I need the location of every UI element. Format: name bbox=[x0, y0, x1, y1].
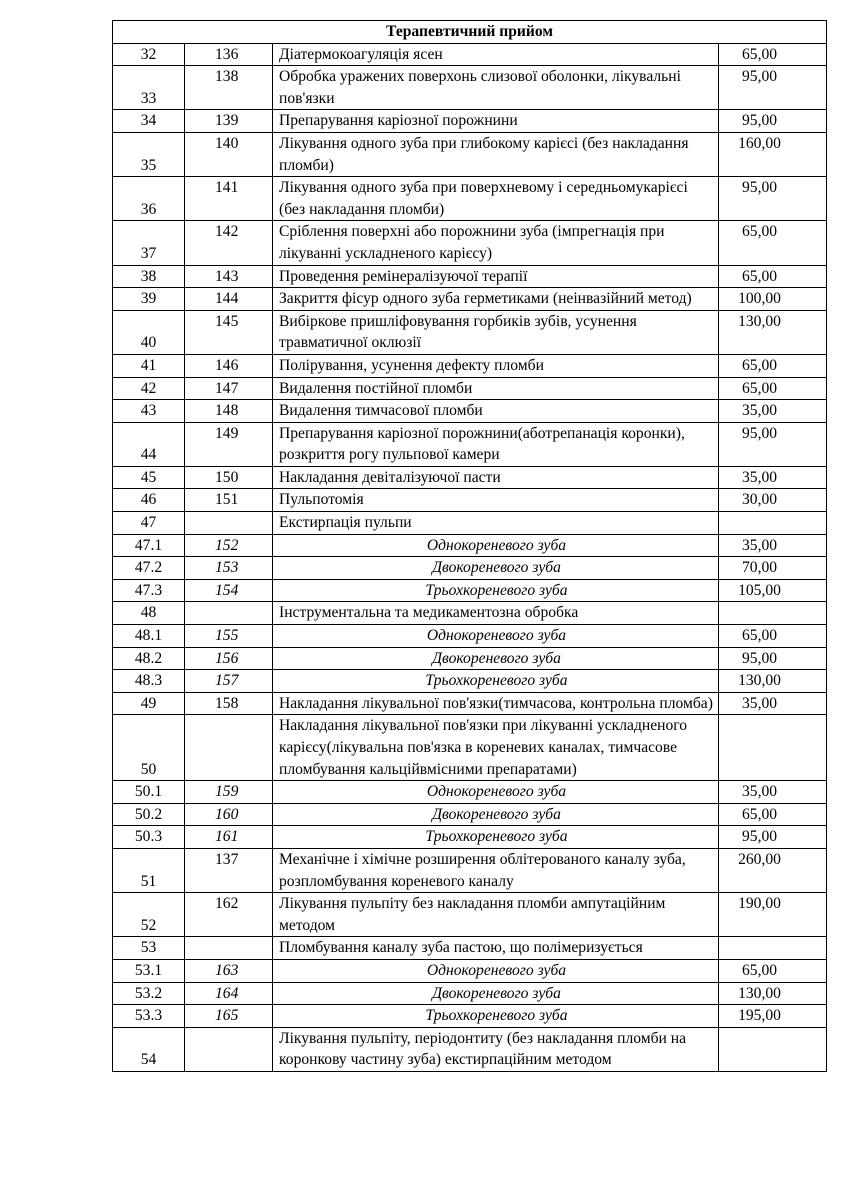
service-name: Пульпотомія bbox=[273, 489, 719, 512]
service-name: Препарування каріозної порожнини bbox=[273, 110, 719, 133]
service-price: 160,00 bbox=[719, 132, 827, 176]
service-name: Лікування одного зуба при глибокому карієсі (без накладання пломби) bbox=[273, 132, 719, 176]
table-row bbox=[113, 982, 827, 1005]
table-row bbox=[113, 377, 827, 400]
service-name: Однокореневого зуба bbox=[273, 534, 719, 557]
service-code: 137 bbox=[185, 848, 273, 892]
service-code: 145 bbox=[185, 310, 273, 354]
row-number: 48.2 bbox=[113, 647, 185, 670]
table-row bbox=[113, 265, 827, 288]
service-code: 151 bbox=[185, 489, 273, 512]
service-code: 147 bbox=[185, 377, 273, 400]
row-number: 42 bbox=[113, 377, 185, 400]
row-number: 50 bbox=[113, 715, 185, 781]
table-row bbox=[113, 625, 827, 648]
service-code: 159 bbox=[185, 781, 273, 804]
table-row bbox=[113, 781, 827, 804]
table-row bbox=[113, 893, 827, 937]
table-row bbox=[113, 132, 827, 176]
service-code: 163 bbox=[185, 959, 273, 982]
service-price: 30,00 bbox=[719, 489, 827, 512]
table-row bbox=[113, 534, 827, 557]
table-row bbox=[113, 557, 827, 580]
service-name: Трьохкореневого зуба bbox=[273, 1005, 719, 1028]
service-code: 157 bbox=[185, 670, 273, 693]
service-code: 164 bbox=[185, 982, 273, 1005]
row-number: 53.2 bbox=[113, 982, 185, 1005]
service-name: Трьохкореневого зуба bbox=[273, 826, 719, 849]
service-code bbox=[185, 937, 273, 960]
row-number: 47 bbox=[113, 512, 185, 535]
row-number: 41 bbox=[113, 354, 185, 377]
service-code: 148 bbox=[185, 400, 273, 423]
service-price: 190,00 bbox=[719, 893, 827, 937]
service-price bbox=[719, 1027, 827, 1071]
row-number: 53.1 bbox=[113, 959, 185, 982]
table-row bbox=[113, 110, 827, 133]
service-name: Пломбування каналу зуба пастою, що полімеризується bbox=[273, 937, 719, 960]
service-code: 162 bbox=[185, 893, 273, 937]
service-code: 156 bbox=[185, 647, 273, 670]
table-row bbox=[113, 937, 827, 960]
service-code: 141 bbox=[185, 177, 273, 221]
row-number: 52 bbox=[113, 893, 185, 937]
table-row bbox=[113, 848, 827, 892]
service-name: Накладання девіталізуючої пасти bbox=[273, 466, 719, 489]
row-number: 43 bbox=[113, 400, 185, 423]
table-body bbox=[113, 43, 827, 1071]
service-name: Лікування одного зуба при поверхневому і середньомукарієсі (без накладання пломби) bbox=[273, 177, 719, 221]
service-price: 65,00 bbox=[719, 221, 827, 265]
service-name: Двокореневого зуба bbox=[273, 557, 719, 580]
row-number: 45 bbox=[113, 466, 185, 489]
row-number: 50.3 bbox=[113, 826, 185, 849]
service-code: 155 bbox=[185, 625, 273, 648]
service-price: 65,00 bbox=[719, 959, 827, 982]
service-code: 138 bbox=[185, 66, 273, 110]
service-code: 136 bbox=[185, 43, 273, 66]
section-title: Терапевтичний прийом bbox=[113, 21, 827, 44]
table-row bbox=[113, 422, 827, 466]
table-row bbox=[113, 959, 827, 982]
row-number: 37 bbox=[113, 221, 185, 265]
service-name: Препарування каріозної порожнини(аботрепанація коронки), розкриття рогу пульпової камери bbox=[273, 422, 719, 466]
table-row bbox=[113, 512, 827, 535]
service-price: 65,00 bbox=[719, 265, 827, 288]
price-list-table bbox=[112, 20, 827, 1072]
service-code: 143 bbox=[185, 265, 273, 288]
service-name: Механічне і хімічне розширення облітерованого каналу зуба, розпломбування кореневого каналу bbox=[273, 848, 719, 892]
service-name: Полірування, усунення дефекту пломби bbox=[273, 354, 719, 377]
service-code: 140 bbox=[185, 132, 273, 176]
service-price: 35,00 bbox=[719, 400, 827, 423]
table-row bbox=[113, 579, 827, 602]
service-name: Трьохкореневого зуба bbox=[273, 670, 719, 693]
service-code bbox=[185, 715, 273, 781]
service-price: 65,00 bbox=[719, 377, 827, 400]
service-name: Екстирпація пульпи bbox=[273, 512, 719, 535]
service-name: Проведення ремінералізуючої терапії bbox=[273, 265, 719, 288]
row-number: 47.2 bbox=[113, 557, 185, 580]
row-number: 53 bbox=[113, 937, 185, 960]
service-price: 70,00 bbox=[719, 557, 827, 580]
service-price: 260,00 bbox=[719, 848, 827, 892]
table-row bbox=[113, 400, 827, 423]
service-price: 95,00 bbox=[719, 177, 827, 221]
service-code: 161 bbox=[185, 826, 273, 849]
row-number: 50.2 bbox=[113, 803, 185, 826]
service-name: Закриття фісур одного зуба герметиками (неінвазійний метод) bbox=[273, 288, 719, 311]
service-code bbox=[185, 602, 273, 625]
service-name: Видалення тимчасової пломби bbox=[273, 400, 719, 423]
row-number: 44 bbox=[113, 422, 185, 466]
row-number: 54 bbox=[113, 1027, 185, 1071]
service-name: Лікування пульпіту, періодонтиту (без накладання пломби на коронкову частину зуба) екстирпаційним методом bbox=[273, 1027, 719, 1071]
row-number: 33 bbox=[113, 66, 185, 110]
service-code: 158 bbox=[185, 692, 273, 715]
service-code: 150 bbox=[185, 466, 273, 489]
service-name: Двокореневого зуба bbox=[273, 647, 719, 670]
service-price: 130,00 bbox=[719, 310, 827, 354]
table-row bbox=[113, 715, 827, 781]
row-number: 40 bbox=[113, 310, 185, 354]
service-price: 130,00 bbox=[719, 982, 827, 1005]
table-row bbox=[113, 803, 827, 826]
row-number: 47.1 bbox=[113, 534, 185, 557]
service-price: 35,00 bbox=[719, 692, 827, 715]
service-code bbox=[185, 1027, 273, 1071]
row-number: 48 bbox=[113, 602, 185, 625]
service-name: Однокореневого зуба bbox=[273, 959, 719, 982]
service-code: 142 bbox=[185, 221, 273, 265]
row-number: 51 bbox=[113, 848, 185, 892]
service-price: 95,00 bbox=[719, 647, 827, 670]
service-name: Діатермокоагуляція ясен bbox=[273, 43, 719, 66]
service-name: Вибіркове пришліфовування горбиків зубів, усунення травматичної оклюзії bbox=[273, 310, 719, 354]
row-number: 53.3 bbox=[113, 1005, 185, 1028]
service-code: 154 bbox=[185, 579, 273, 602]
row-number: 35 bbox=[113, 132, 185, 176]
section-header-row bbox=[113, 21, 827, 44]
service-name: Трьохкореневого зуба bbox=[273, 579, 719, 602]
table-row bbox=[113, 43, 827, 66]
row-number: 36 bbox=[113, 177, 185, 221]
table-row bbox=[113, 1005, 827, 1028]
table-row bbox=[113, 489, 827, 512]
service-name: Інструментальна та медикаментозна обробка bbox=[273, 602, 719, 625]
service-price: 95,00 bbox=[719, 826, 827, 849]
service-price bbox=[719, 512, 827, 535]
service-name: Двокореневого зуба bbox=[273, 982, 719, 1005]
row-number: 49 bbox=[113, 692, 185, 715]
row-number: 48.3 bbox=[113, 670, 185, 693]
table-row bbox=[113, 310, 827, 354]
service-price: 130,00 bbox=[719, 670, 827, 693]
service-name: Обробка уражених поверхонь слизової оболонки, лікувальні пов'язки bbox=[273, 66, 719, 110]
table-row bbox=[113, 692, 827, 715]
row-number: 32 bbox=[113, 43, 185, 66]
row-number: 47.3 bbox=[113, 579, 185, 602]
service-price: 100,00 bbox=[719, 288, 827, 311]
row-number: 50.1 bbox=[113, 781, 185, 804]
service-code: 165 bbox=[185, 1005, 273, 1028]
row-number: 39 bbox=[113, 288, 185, 311]
table-row bbox=[113, 354, 827, 377]
table-row bbox=[113, 647, 827, 670]
service-price: 105,00 bbox=[719, 579, 827, 602]
service-name: Лікування пульпіту без накладання пломби ампутаційним методом bbox=[273, 893, 719, 937]
service-code: 139 bbox=[185, 110, 273, 133]
table-row bbox=[113, 602, 827, 625]
service-price: 35,00 bbox=[719, 466, 827, 489]
table-row bbox=[113, 670, 827, 693]
service-price: 35,00 bbox=[719, 534, 827, 557]
service-name: Однокореневого зуба bbox=[273, 625, 719, 648]
service-code: 144 bbox=[185, 288, 273, 311]
row-number: 34 bbox=[113, 110, 185, 133]
service-price: 65,00 bbox=[719, 625, 827, 648]
table-row bbox=[113, 466, 827, 489]
service-name: Накладання лікувальної пов'язки при лікуванні ускладненого карієсу(лікувальна пов'язка в кореневих каналах, тимчасове пломбування кальційвмісними препаратами) bbox=[273, 715, 719, 781]
service-name: Сріблення поверхні або порожнини зуба (імпрегнація при лікуванні ускладненого карієсу) bbox=[273, 221, 719, 265]
table-row bbox=[113, 221, 827, 265]
service-name: Однокореневого зуба bbox=[273, 781, 719, 804]
service-price bbox=[719, 602, 827, 625]
service-name: Накладання лікувальної пов'язки(тимчасова, контрольна пломба) bbox=[273, 692, 719, 715]
service-price: 95,00 bbox=[719, 66, 827, 110]
table-row bbox=[113, 1027, 827, 1071]
service-code: 153 bbox=[185, 557, 273, 580]
service-price bbox=[719, 715, 827, 781]
service-price: 65,00 bbox=[719, 354, 827, 377]
row-number: 38 bbox=[113, 265, 185, 288]
row-number: 46 bbox=[113, 489, 185, 512]
service-code: 160 bbox=[185, 803, 273, 826]
table-row bbox=[113, 66, 827, 110]
service-price: 35,00 bbox=[719, 781, 827, 804]
service-name: Двокореневого зуба bbox=[273, 803, 719, 826]
table-row bbox=[113, 288, 827, 311]
service-name: Видалення постійної пломби bbox=[273, 377, 719, 400]
service-price bbox=[719, 937, 827, 960]
service-code: 149 bbox=[185, 422, 273, 466]
service-code: 152 bbox=[185, 534, 273, 557]
table-row bbox=[113, 826, 827, 849]
service-price: 65,00 bbox=[719, 803, 827, 826]
service-price: 95,00 bbox=[719, 110, 827, 133]
row-number: 48.1 bbox=[113, 625, 185, 648]
service-code: 146 bbox=[185, 354, 273, 377]
service-price: 195,00 bbox=[719, 1005, 827, 1028]
service-price: 65,00 bbox=[719, 43, 827, 66]
service-code bbox=[185, 512, 273, 535]
table-row bbox=[113, 177, 827, 221]
service-price: 95,00 bbox=[719, 422, 827, 466]
